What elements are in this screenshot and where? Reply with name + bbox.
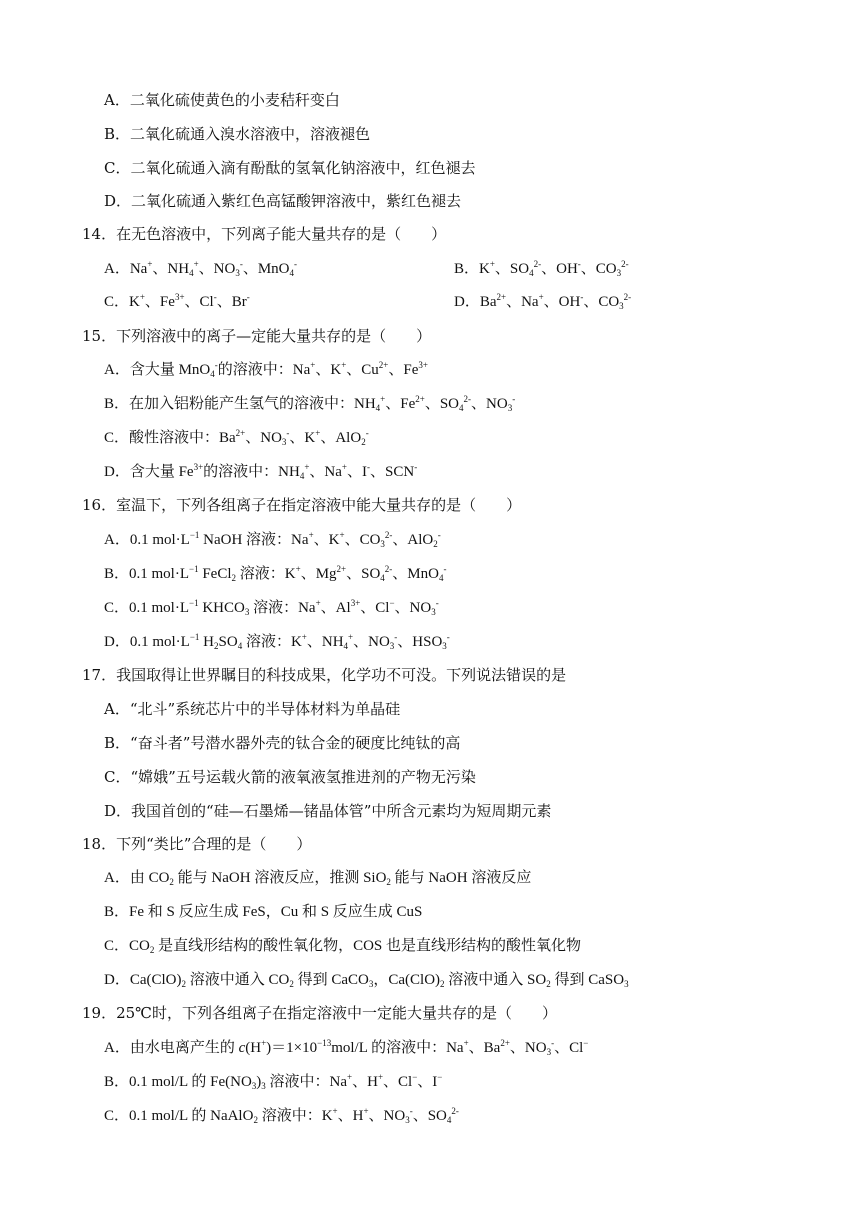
q13-option-b: B．二氧化硫通入溴水溶液中，溶液褪色 [104,125,371,143]
q17-option-c: C．“嫦娥”五号运载火箭的液氧液氢推进剂的产物无污染 [104,768,476,786]
q16-option-d: D．0.1 $mol\cdot L^{-1}$ $H_2SO_4$ 溶液：K+、$NH_4^+$、$NO_3^-$、$HSO_3^-$ [104,632,450,651]
q17-option-b: B．“奋斗者”号潜水器外壳的钛合金的硬度比纯钛的高 [104,734,461,752]
q19-stem: 19．25℃时，下列各组离子在指定溶液中一定能大量共存的是（ ） [82,1004,557,1022]
q14-option-d: D．$Ba^{2+}$、Na+、OH-、$CO_3^{2-}$ [454,292,632,311]
q14-option-c: C．K+、$Fe^{3+}$、Cl-、Br- [104,292,250,310]
q13-option-d: D．二氧化硫通入紫红色高锰酸钾溶液中，紫红色褪去 [104,192,462,210]
q18-option-d: D．$Ca(ClO)_2$ 溶液中通入 $CO_2$ 得到 CaCO$_3$，$Ca(ClO)_2$ 溶液中通入 $SO_2$ 得到 CaSO$_3$ [104,972,629,989]
q14-option-b: B．K+、$SO_4^{2-}$、OH-、$CO_3^{2-}$ [454,259,629,278]
q14-option-a: A．Na+、$NH_4^+$、$NO_3^-$、MnO$_4$- [104,259,297,278]
q17-option-d: D．我国首创的“硅—石墨烯—锗晶体管”中所含元素均为短周期元素 [104,802,552,820]
q15-option-d: D．含大量 $Fe^{3+}$的溶液中：$NH_4^+$、Na+、I-、SCN- [104,462,418,481]
q18-option-c: C．$CO_2$ 是直线形结构的酸性氧化物，COS 也是直线形结构的酸性氧化物 [104,938,582,955]
q16-option-b: B．0.1 $mol\cdot L^{-1}$ FeCl$_2$ 溶液：K+、$Mg^{2+}$、$SO_4^{2-}$、MnO$_4$- [104,564,447,583]
q17-option-a: A．“北斗”系统芯片中的半导体材料为单晶硅 [104,700,401,718]
q13-option-a: A．二氧化硫使黄色的小麦秸秆变白 [104,91,340,109]
q17-stem: 17．我国取得让世界瞩目的科技成果，化学功不可没。下列说法错误的是 [82,666,567,684]
q15-option-c: C．酸性溶液中：$Ba^{2+}$、$NO_3^-$、K+、AlO$_2$- [104,428,369,447]
q15-option-b: B．在加入铝粉能产生氢气的溶液中：$NH_4^+$、$Fe^{2+}$、$SO_4^{2-}$、$NO_3^-$ [104,394,516,413]
q14-stem: 14．在无色溶液中，下列离子能大量共存的是（ ） [82,225,447,243]
q19-option-b: B．0.1 mol/L 的 $Fe(NO_3)_3$ 溶液中：Na+、H+、Cl−、I− [104,1072,443,1091]
q15-stem: 15．下列溶液中的离子—定能大量共存的是（ ） [82,327,432,345]
q13-option-c: C．二氧化硫通入滴有酚酞的氢氧化钠溶液中，红色褪去 [104,159,476,177]
q18-stem: 18．下列“类比”合理的是（ ） [82,835,312,853]
q18-option-b: B．Fe 和 S 反应生成 FeS，Cu 和 S 反应生成 CuS [104,904,423,920]
q16-option-c: C．0.1 $mol\cdot L^{-1}$ $KHCO_3$ 溶液：Na+、$Al^{3+}$、Cl−、$NO_3^-$ [104,598,439,617]
q16-option-a: A．0.1 $mol\cdot L^{-1}$ NaOH 溶液：Na+、K+、$CO_3^{2-}$、AlO$_2$- [104,530,441,549]
q16-stem: 16．室温下，下列各组离子在指定溶液中能大量共存的是（ ） [82,496,522,514]
q15-option-a: A．含大量 MnO$_4$-的溶液中：Na+、K+、$Cu^{2+}$、$Fe^{3+}$ [104,360,428,379]
q18-option-a: A．由 $CO_2$ 能与 NaOH 溶液反应，推测 SiO$_2$ 能与 NaOH 溶液反应 [104,870,532,887]
q19-option-c: C．0.1 mol/L 的 NaAlO$_2$ 溶液中：K+、H+、$NO_3^-$、$SO_4^{2-}$ [104,1106,459,1125]
q19-option-a: A．由水电离产生的 $c(H^+)=1\times 10^{-13}mol/L$ 的溶液中：Na+、$Ba^{2+}$、$NO_3^-$、Cl− [104,1038,589,1057]
